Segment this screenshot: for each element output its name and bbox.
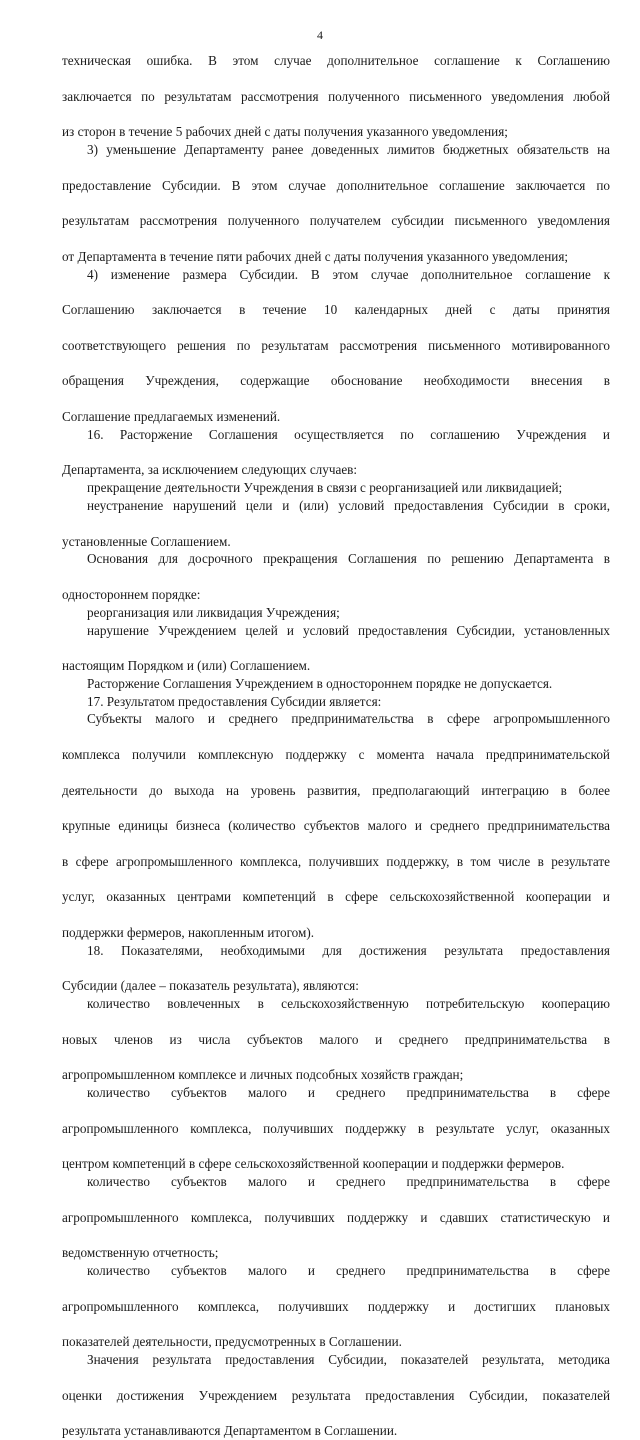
text-line: Субсидии (далее – показатель результата), являются: — [62, 978, 359, 994]
paragraph — [62, 52, 610, 141]
text-line: оценки достижения Учреждением результата предоставления Субсидии, показателей — [62, 1387, 610, 1403]
text-line: количество субъектов малого и среднего предпринимательства в сфере — [87, 1174, 610, 1190]
text-line: Соглашение предлагаемых изменений. — [62, 408, 281, 424]
text-line: крупные единицы бизнеса (количество субъектов малого и среднего предпринимательства — [62, 818, 610, 834]
text-line: количество субъектов малого и среднего предпринимательства в сфере — [87, 1263, 610, 1279]
paragraph — [62, 141, 610, 266]
text-line: агропромышленного комплекса, получивших поддержку и достигших плановых — [62, 1298, 610, 1314]
text-line: показателей деятельности, предусмотренных в Соглашении. — [62, 1334, 402, 1350]
text-line: ведомственную отчетность; — [62, 1245, 219, 1261]
text-line: 17. Результатом предоставления Субсидии является: — [87, 693, 382, 709]
text-line: агропромышленного комплекса, получивших поддержку в результате услуг, оказанных — [62, 1120, 610, 1136]
text-line: Значения результата предоставления Субсидии, показателей результата, методика — [87, 1352, 610, 1368]
text-line: деятельности до выхода на уровень развития, предполагающий интеграцию в более — [62, 782, 610, 798]
text-line: 18. Показателями, необходимыми для достижения результата предоставления — [87, 942, 610, 958]
text-line: настоящим Порядком и (или) Соглашением. — [62, 658, 311, 674]
paragraph — [62, 995, 610, 1084]
text-line: неустранение нарушений цели и (или) условий предоставления Субсидии в сроки, — [87, 497, 610, 513]
text-line: количество вовлеченных в сельскохозяйственную потребительскую кооперацию — [87, 996, 610, 1012]
paragraph — [62, 942, 610, 995]
text-line: поддержки фермеров, накопленным итогом). — [62, 925, 315, 941]
text-line: 16. Расторжение Соглашения осуществляется по соглашению Учреждения и — [87, 426, 610, 442]
paragraph — [62, 1173, 610, 1262]
text-line: прекращение деятельности Учреждения в связи с реорганизацией или ликвидацией; — [87, 480, 563, 496]
text-line: нарушение Учреждением целей и условий предоставления Субсидии, установленных — [87, 622, 610, 638]
text-line: количество субъектов малого и среднего предпринимательства в сфере — [87, 1085, 610, 1101]
body-text — [62, 52, 610, 1440]
paragraph — [62, 710, 610, 941]
text-line: Субъекты малого и среднего предпринимательства в сфере агропромышленного — [87, 711, 610, 727]
paragraph — [62, 497, 610, 550]
text-line: 4) изменение размера Субсидии. В этом случае дополнительное соглашение к — [87, 266, 610, 282]
text-line: соответствующего решения по результатам рассмотрения письменного мотивированного — [62, 337, 610, 353]
text-line: результатам рассмотрения полученного получателем субсидии письменного уведомления — [62, 213, 610, 229]
paragraph — [62, 426, 610, 479]
text-line: Основания для досрочного прекращения Соглашения по решению Департамента в — [87, 551, 610, 567]
text-line: агропромышленном комплексе и личных подсобных хозяйств граждан; — [62, 1067, 464, 1083]
text-line: заключается по результатам рассмотрения полученного письменного уведомления любой — [62, 88, 610, 104]
paragraph — [62, 479, 610, 497]
page-number: 4 — [317, 28, 323, 42]
text-line: комплекса получили комплексную поддержку с момента начала предпринимательской — [62, 747, 610, 763]
paragraph — [62, 1084, 610, 1173]
text-line: 3) уменьшение Департаменту ранее доведенных лимитов бюджетных обязательств на — [87, 141, 610, 157]
text-line: техническая ошибка. В этом случае дополнительное соглашение к Соглашению — [62, 53, 610, 68]
text-line: предоставление Субсидии. В этом случае дополнительное соглашение заключается по — [62, 177, 610, 193]
text-line: из сторон в течение 5 рабочих дней с даты получения указанного уведомления; — [62, 124, 508, 140]
text-line: Расторжение Соглашения Учреждением в одностороннем порядке не допускается. — [87, 675, 553, 691]
paragraph — [62, 550, 610, 603]
text-line: одностороннем порядке: — [62, 586, 201, 602]
text-line: результата устанавливаются Департаментом в Соглашении. — [62, 1423, 398, 1439]
paragraph — [62, 622, 610, 675]
text-line: новых членов из числа субъектов малого и среднего предпринимательства в — [62, 1031, 610, 1047]
text-line: обращения Учреждения, содержащие обоснование необходимости внесения в — [62, 373, 610, 389]
text-line: в сфере агропромышленного комплекса, получивших поддержку, в том числе в результате — [62, 853, 610, 869]
text-line: Соглашению заключается в течение 10 календарных дней с даты принятия — [62, 302, 610, 318]
paragraph — [62, 1351, 610, 1440]
paragraph — [62, 266, 610, 426]
paragraph — [62, 693, 610, 711]
text-line: агропромышленного комплекса, получивших поддержку и сдавших статистическую и — [62, 1209, 610, 1225]
text-line: Департамента, за исключением следующих случаев: — [62, 462, 358, 478]
text-line: центром компетенций в сфере сельскохозяйственной кооперации и поддержки фермеров. — [62, 1156, 565, 1172]
paragraph — [62, 604, 610, 622]
paragraph — [62, 1262, 610, 1351]
text-line: услуг, оказанных центрами компетенций в сфере сельскохозяйственной кооперации и — [62, 889, 610, 905]
text-line: реорганизация или ликвидация Учреждения; — [87, 604, 340, 620]
paragraph — [62, 675, 610, 693]
text-line: установленные Соглашением. — [62, 533, 231, 549]
text-line: от Департамента в течение пяти рабочих дней с даты получения указанного уведомления; — [62, 248, 569, 264]
